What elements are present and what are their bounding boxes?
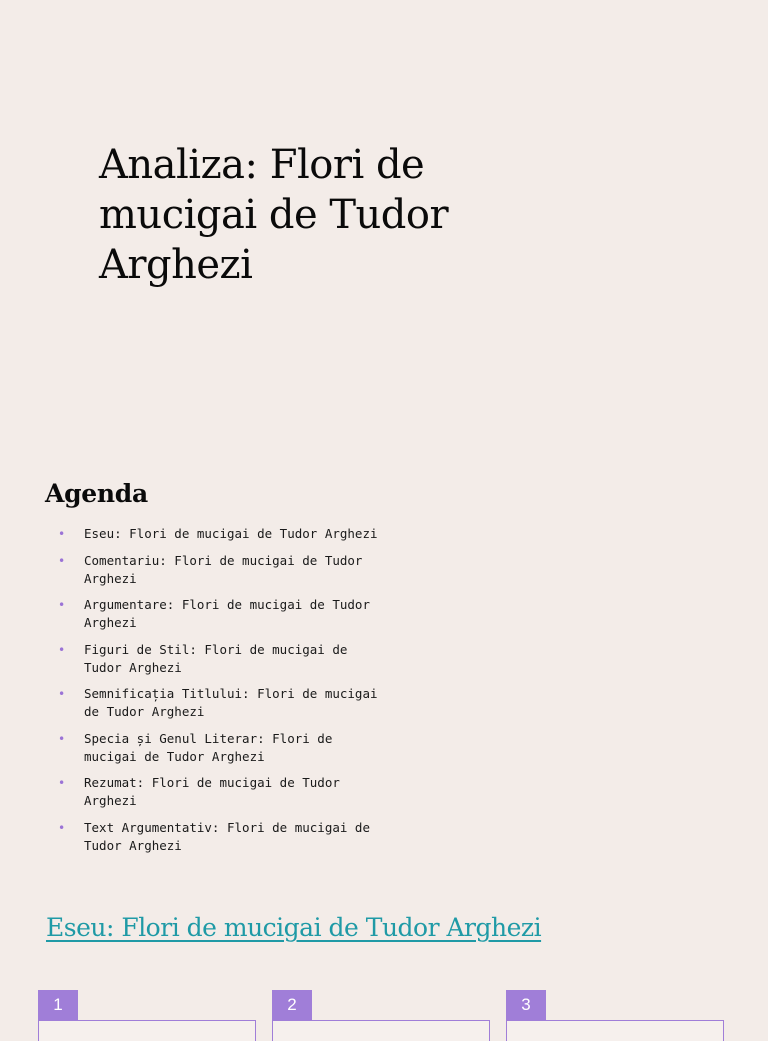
agenda-item-label: Argumentare: Flori de mucigai de Tudor Arghezi <box>84 597 370 630</box>
bullet-icon: • <box>58 553 66 568</box>
bullet-icon: • <box>58 776 66 790</box>
step-number-badge: 2 <box>272 990 312 1020</box>
agenda-item-label: Specia și Genul Literar: Flori de mucigai de Tudor Arghezi <box>84 730 333 764</box>
step-number-badge: 3 <box>506 990 546 1020</box>
step-card-box <box>38 1020 256 1041</box>
agenda-item <box>58 525 388 543</box>
step-card-3 <box>506 990 724 1030</box>
agenda-item-label: Comentariu: Flori de mucigai de Tudor Arghezi <box>84 552 363 586</box>
agenda-item-label: Semnificația Titlului: Flori de mucigai de Tudor Arghezi <box>84 686 378 719</box>
section-heading-link[interactable]: Eseu: Flori de mucigai de Tudor Arghezi <box>46 913 542 942</box>
bullet-icon: • <box>58 527 66 541</box>
step-card-1 <box>38 990 256 1030</box>
agenda-heading: Agenda <box>45 479 148 508</box>
agenda-item <box>58 774 388 810</box>
page-title: Analiza: Flori de mucigai de Tudor Arghezi <box>99 142 449 288</box>
bullet-icon: • <box>58 820 66 835</box>
agenda-item <box>58 596 388 632</box>
step-card-box <box>272 1020 490 1041</box>
agenda-item-label: Figuri de Stil: Flori de mucigai de Tudor Arghezi <box>84 641 348 675</box>
step-card-2 <box>272 990 490 1030</box>
step-number-badge: 1 <box>38 990 78 1020</box>
bullet-icon: • <box>58 598 66 612</box>
agenda-item <box>58 641 388 677</box>
agenda-item <box>58 730 388 766</box>
agenda-list <box>58 525 388 863</box>
bullet-icon: • <box>58 687 66 701</box>
agenda-item <box>58 685 388 721</box>
agenda-item-label: Eseu: Flori de mucigai de Tudor Arghezi <box>84 526 378 541</box>
bullet-icon: • <box>58 731 66 746</box>
step-card-box <box>506 1020 724 1041</box>
agenda-item <box>58 819 388 855</box>
agenda-item-label: Text Argumentativ: Flori de mucigai de Tudor Arghezi <box>84 819 370 853</box>
agenda-item <box>58 552 388 588</box>
bullet-icon: • <box>58 642 66 657</box>
agenda-item-label: Rezumat: Flori de mucigai de Tudor Arghezi <box>84 775 340 808</box>
